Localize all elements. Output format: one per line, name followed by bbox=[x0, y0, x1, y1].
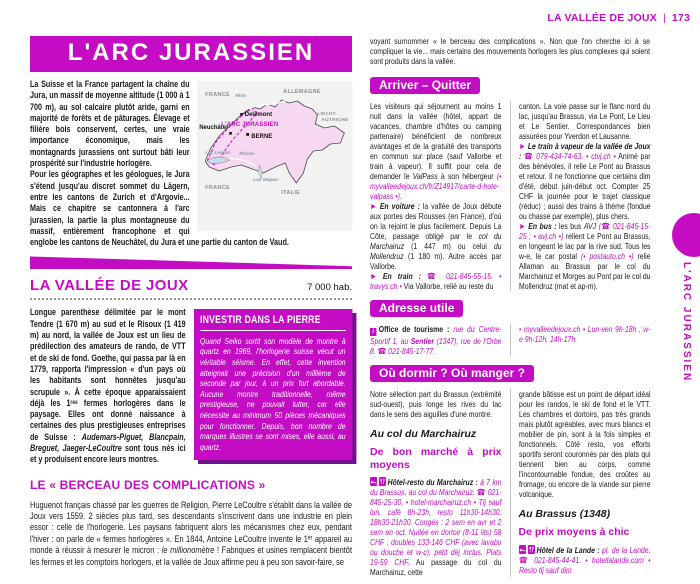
place-heading-brassus: Au Brassus (1348) bbox=[518, 508, 611, 520]
adresse-col-2 bbox=[510, 324, 651, 356]
arriver-paragraph: Les visiteurs qui séjournent au moins 1 nuit dans la vallée (hôtel, appart de vacances, chambre d'hôtes ou camping partenaire) bénéficient de nombreux avantages et de la gratuité des transports en commun sur place (sauf Vallorbe et train à vapeur). Il suffit pour cela de demander le ValPass à son hébergeur (• myvalleedejoux.ch/fr/Z14917/carte-d-hote-valpass •). bbox=[370, 101, 502, 201]
tourist-office-entry bbox=[370, 324, 502, 356]
lodging-icon bbox=[370, 477, 377, 486]
map-label-rhone: Rhône bbox=[238, 152, 254, 157]
tourist-office-text: Office de tourisme : rue du Centre-Sportif 1, au Sentier (1347), rue de l'Orbe 8. ☎ 021-845-17-77. bbox=[370, 324, 502, 356]
map-label-allemagne: ALLEMAGNE bbox=[282, 89, 321, 95]
restaurant-icon bbox=[527, 545, 534, 554]
arriver-entry-train-vapeur: ► Le train à vapeur de la vallée de Joux : ☎ 079-434-74-63. • ctvj.ch • Animé par des bénévoles, il relie Le Pont au Brassus et retour. Il ne fonctionne que certains dim d'été, début juin-début oct. Compter 25 CHF la journée pour le trajet classique (réduc) ; aussi des trains à thème (fondue ou chasse par exemple), plus chers. bbox=[518, 141, 650, 221]
place-heading-marchairuz: Au col du Marchairuz bbox=[370, 428, 477, 440]
hotel-marchairuz-description-cont: grande bâtisse est un point de départ idéal pour les randos, le ski de fond et le VTT. Les chambres et dortoirs, pas très grands mais plutôt agréables, avec murs blancs et mobilier de pin, sont à la fois simples et fonctionnels. Côté resto, vos efforts sportifs seront couronnés par des plats qui tiennent bien au corps, comme l'incontournable fondue, des croûtes au fromage, ou encore de la viande sur pierre volcanique. bbox=[518, 389, 650, 499]
map-label-neuchatel: Neuchâtel bbox=[198, 125, 228, 131]
map-label-lac-leman: Lac Léman bbox=[204, 151, 230, 156]
left-column bbox=[30, 36, 352, 568]
map-label-italie: ITALIE bbox=[280, 190, 300, 196]
arriver-quitter-banner: Arriver – Quitter bbox=[370, 77, 480, 94]
arriver-paragraph-cont: canton. La voie passe sur le flanc nord du lac, jusqu'au Brassus, via Le Pont, Le Lieu et Le Sentier. Correspondances bien assurées pour Yverdon et Lausanne. bbox=[518, 101, 650, 141]
ou-dormir-columns bbox=[370, 389, 650, 577]
intro-paragraph-1: La Suisse et la France partagent la chaîne du Jura, un massif de moyenne altitude (1 000 à 1 700 m), au sol calcaire plutôt aride, garni en majorité de forêts et de pâturages. Élevage et filière bois conservent, certes, une vraie importance économique, mais les montagnards jurassiens ont surtout bâti leur prospérité sur l'industrie horlogère. bbox=[30, 79, 190, 169]
price-heading-bon-marche: De bon marché à prix moyens bbox=[370, 446, 502, 471]
invest-sidebar bbox=[194, 309, 352, 460]
berceau-paragraph: Huguenot français chassé par les guerres de Religion, Pierre LeCoultre s'établit dans la vallée de Joux vers 1559. 2 siècles plus tard, ses descendants s'inscrivent dans une industrie en plein essor : celle de l'horlogerie. Les paysans fabriquent alors les mécanismes chez eux, pendant l'hiver : on parle de « fermes horlogères ». En 1844, Antoine LeCoultre invente le 1ᵉʳ appareil au monde à réussir à mesurer le micron : le millionomètre ! Fabriques et usines remplacent bientôt les fermes et les comptoirs horlogers, et la vallée de Joux affirme peu à peu son savoir-faire, se bbox=[30, 499, 353, 567]
map-label-rhin: Rhin bbox=[234, 94, 246, 99]
info-icon: i bbox=[370, 328, 376, 336]
dormir-col-2 bbox=[510, 389, 651, 577]
map-label-france-bottom: FRANCE bbox=[204, 185, 230, 191]
map-label-autriche: AUTRICHE bbox=[320, 118, 349, 123]
map-label-lac-majeur: Lac Majeur bbox=[252, 178, 278, 183]
hotel-entry-lande-text: Hôtel de la Lande : pl. de la Lande. ☎ 021-845-44-41. • hotellalande.com • Resto tlj sauf dim bbox=[518, 544, 650, 575]
adresse-col-1 bbox=[370, 324, 502, 356]
map-delemont-marker bbox=[240, 113, 243, 116]
running-head-section: LA VALLÉE DE JOUX bbox=[547, 12, 657, 24]
invest-sidebar-body: Quand Seiko sortit son modèle de montre à quartz en 1969, l'horlogerie suisse vécut un véritable séisme. En effet, cette invention atteignait une précision d'un millième de seconde par jour, à un prix fort abordable. Aucune montre traditionnelle, même prestigieuse, ne pouvait lutter, car elle nécessite au minimum 50 pièces mécaniques pour fonctionner. Depuis, bon nombre de marques illustres se sont mises, elle aussi, au quartz. bbox=[200, 335, 346, 452]
valley-intro-paragraph: Longue parenthèse délimitée par le mont Tendre (1 670 m) au sud et le Risoux (1 419 m) au nord, la vallée de Joux est un lieu de prédilection des amateurs de rando, de VTT et de ski de fond. Goethe, qui passa par là en 1779, rapporta l'impression « d'un pays où les habitants sont honnêtes jusqu'au scrupule ». À cette époque apparaissaient déjà les 1ʳᵉˢ fermes horlogères dans le paysage. Elles ont donné naissance à certaines des plus prestigieuses entreprises de Suisse : Audemars-Piguet, Blancpain, Breguet, Jaeger-LeCoultre sont tous nés ici et y produisent encore leurs montres. bbox=[30, 307, 186, 465]
tourist-office-hours: • myvalleedejoux.ch • Lun-ven 9h-18h ; w-e 9h-12h, 14h-17h. bbox=[518, 324, 650, 344]
ou-dormir-banner: Où dormir ? Où manger ? bbox=[370, 365, 534, 382]
valley-section-header bbox=[30, 273, 352, 300]
population-label: 7 000 hab. bbox=[307, 282, 352, 294]
map-label-berne: BERNE bbox=[250, 134, 272, 140]
adresse-utile-banner: Adresse utile bbox=[370, 300, 463, 317]
map-label-france-top: FRANCE bbox=[204, 92, 230, 98]
lead-paragraph: voyant surnommer « le berceau des complications ». Non que l'on cherche ici à se compliquer la vie... mais certains des mouvements horlogers les plus complexes qui soient sont produits dans la vallée. bbox=[370, 36, 650, 66]
valley-body bbox=[30, 307, 352, 465]
section-divider-wedge bbox=[30, 256, 352, 269]
running-head-separator: | bbox=[662, 12, 666, 24]
chapter-title-banner: L'ARC JURASSIEN bbox=[30, 36, 352, 72]
hotel-entry-lande bbox=[519, 545, 651, 575]
berceau-heading: LE « BERCEAU DES COMPLICATIONS » bbox=[30, 477, 266, 492]
valley-title: LA VALLÉE DE JOUX bbox=[30, 277, 189, 295]
switzerland-map bbox=[197, 81, 352, 231]
chapter-tab-circle bbox=[672, 213, 700, 257]
dormir-intro: Notre sélection part du Brassus (extrémité sud-ouest), puis longe les rives du lac dans le sens des aiguilles d'une montre. bbox=[370, 389, 502, 419]
restaurant-icon bbox=[379, 477, 386, 486]
berceau-body bbox=[30, 500, 352, 568]
hotel-entry-marchairuz-text: Hôtel-resto du Marchairuz : à 7 km du Brassus, au col du Marchairuz. ☎ 021-845-25-30, • hotel-marchairuz.ch • Tlj sauf lun, café 8h-23h, resto 11h30-14h30, 18h30-21h30. Congés : 2 sem en avr et 2 sem en oct. Nuitée en dortoir (8-11 lits) 58 CHF ; doubles 133-146 CHF (avec lavabo ou douche et w-c), petit déj inclus. Plats 19-59 CHF. Au passage du col du Marchairuz, cette bbox=[370, 477, 502, 577]
running-head bbox=[547, 12, 690, 24]
price-heading-moyens-chic: De prix moyens à chic bbox=[518, 526, 630, 538]
arriver-col-2 bbox=[510, 101, 651, 291]
right-column bbox=[370, 36, 650, 577]
lodging-icon bbox=[519, 545, 526, 554]
dormir-col-1 bbox=[370, 389, 502, 577]
chapter-intro bbox=[30, 79, 352, 248]
chapter-tab-label: L'ARC JURASSIEN bbox=[681, 262, 692, 383]
arriver-entry-train: ► En train : ☎ 021-845-55-15. • travys.ch • Via Vallorbe, relié au reste du bbox=[370, 271, 502, 291]
arriver-quitter-columns bbox=[370, 101, 650, 291]
intro-paragraph-2: Pour les géographes et les géologues, le Jura s'étend jusqu'au discret sommet du Lägern, entre les cantons de Zurich et d'Argovie... Mais ce chapitre se cantonnera à l'arc jurassien, la partie la plus montagneuse du massif, entièrement francophone et qui englobe les cantons de Neuchâtel, du Jura et une partie du canton de Vaud. bbox=[30, 169, 289, 248]
adresse-utile-columns bbox=[370, 324, 650, 356]
arriver-entry-bus: ► En bus : les bus AVJ (☎ 021-845-15-25 ; • avj.ch •) relient Le Pont au Brassus, en longeant le lac par la rive sud. Tous les w-e, le car postal (• postauto.ch •) relie Allaman au Brassus par le col du Marchairuz et Morges au Pont par le col du Mollendruz (mat et ap-m). bbox=[518, 221, 650, 291]
arriver-entry-voiture: ► En voiture : la vallée de Joux débute aux portes des Rousses (en France), d'où on la rejoint le plus facilement. Depuis La Côte, passage obligé par le col du Marchairuz (1 447 m) ou celui du Mollendruz (1 180 m). Autre accès par Vallorbe. bbox=[370, 201, 502, 271]
hotel-entry-marchairuz bbox=[370, 477, 502, 577]
map-label-delemont: Delémont bbox=[244, 112, 272, 118]
map-neuchatel-marker bbox=[229, 132, 232, 135]
invest-sidebar-title: INVESTIR DANS LA PIERRE bbox=[200, 315, 346, 330]
page-number: 173 bbox=[671, 12, 690, 24]
arriver-col-1 bbox=[370, 101, 502, 291]
map-label-liecht: LIECHT. bbox=[316, 111, 337, 116]
map-berne-marker bbox=[246, 133, 249, 136]
map-label-arc-jurassien: L'ARC JURASSIEN bbox=[220, 122, 278, 128]
